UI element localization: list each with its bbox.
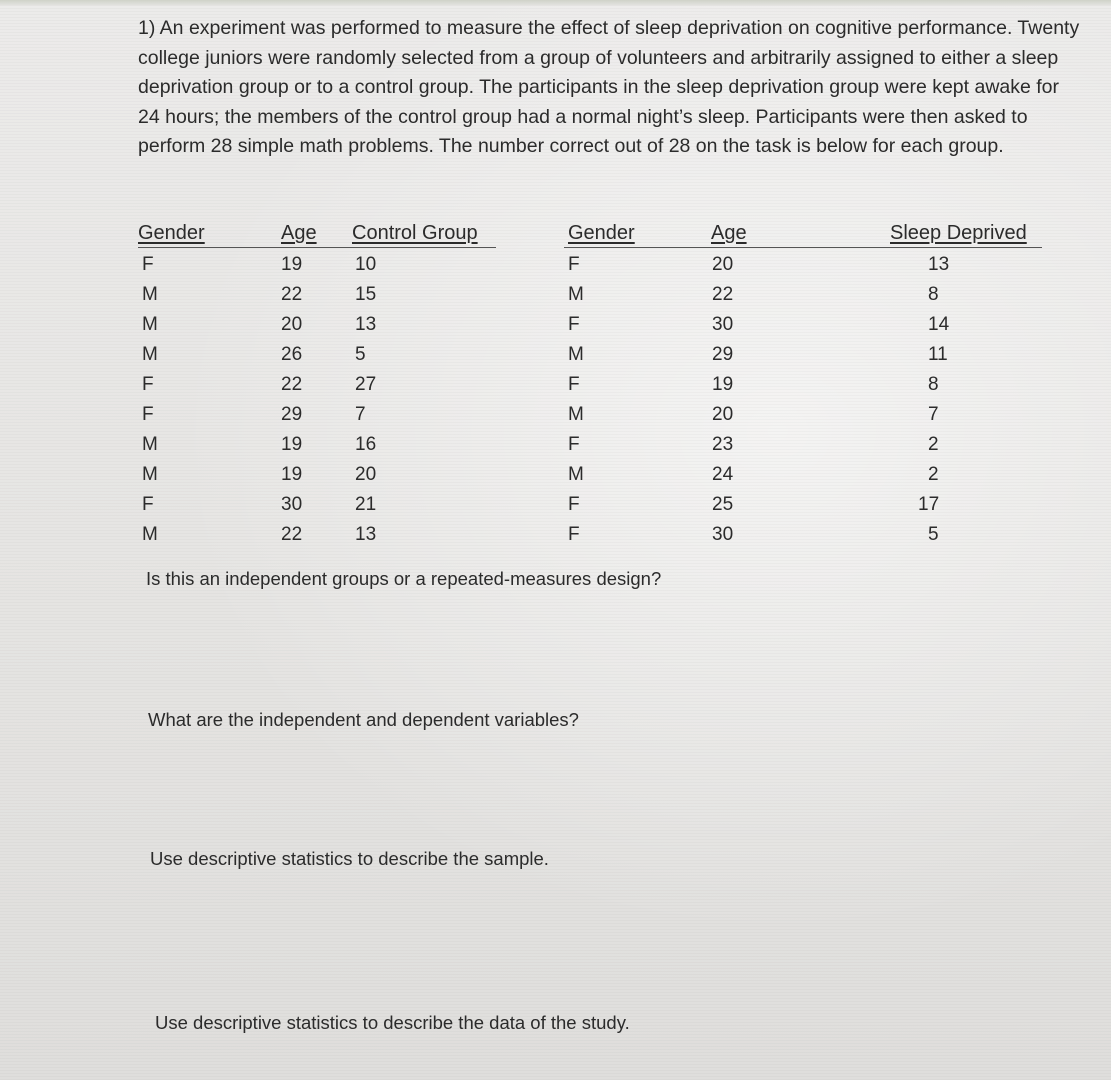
gender-deprived: M — [568, 344, 584, 365]
score-control: 16 — [355, 434, 377, 455]
score-control: 13 — [355, 314, 377, 335]
header-sleep-deprived: Sleep Deprived — [890, 222, 1027, 244]
score-deprived: 8 — [928, 374, 939, 395]
gender-control: M — [142, 314, 158, 335]
gender-deprived: F — [568, 524, 580, 545]
gender-control: M — [142, 464, 158, 485]
age-control: 19 — [281, 434, 303, 455]
data-table — [138, 222, 1043, 552]
age-control: 20 — [281, 314, 303, 335]
age-control: 22 — [281, 524, 303, 545]
score-deprived: 17 — [918, 494, 940, 515]
age-control: 26 — [281, 344, 303, 365]
age-deprived: 20 — [712, 404, 734, 425]
header-gender-control: Gender — [138, 222, 205, 244]
header-control-group: Control Group — [352, 222, 478, 244]
header-age-deprived: Age — [711, 222, 747, 244]
problem-intro: 1) An experiment was performed to measure the effect of sleep deprivation on cognitive performance. Twenty college juniors were randomly selected from a group of volunteers and arbitrarily assigned to either a sleep deprivation group or to a control group. The participants in the sleep deprivation group were kept awake for 24 hours; the members of the control group had a normal night’s sleep. Participants were then asked to perform 28 simple math problems. The number correct out of 28 on the task is below for each group. — [138, 17, 1080, 157]
age-control: 19 — [281, 254, 303, 275]
score-deprived: 14 — [928, 314, 950, 335]
score-deprived: 2 — [928, 464, 939, 485]
header-rule-control — [138, 247, 496, 248]
gender-control: M — [142, 434, 158, 455]
score-deprived: 7 — [928, 404, 939, 425]
age-control: 19 — [281, 464, 303, 485]
age-deprived: 22 — [712, 284, 734, 305]
score-deprived: 5 — [928, 524, 939, 545]
gender-control: M — [142, 524, 158, 545]
score-control: 5 — [355, 344, 366, 365]
header-age-control: Age — [281, 222, 317, 244]
score-control: 15 — [355, 284, 377, 305]
age-deprived: 23 — [712, 434, 734, 455]
score-deprived: 2 — [928, 434, 939, 455]
score-control: 13 — [355, 524, 377, 545]
gender-control: M — [142, 284, 158, 305]
score-control: 27 — [355, 374, 377, 395]
score-control: 7 — [355, 404, 366, 425]
score-deprived: 11 — [928, 344, 948, 365]
score-control: 20 — [355, 464, 377, 485]
score-control: 10 — [355, 254, 377, 275]
age-deprived: 19 — [712, 374, 734, 395]
age-deprived: 20 — [712, 254, 734, 275]
age-deprived: 24 — [712, 464, 734, 485]
age-control: 29 — [281, 404, 303, 425]
header-gender-deprived: Gender — [568, 222, 635, 244]
age-deprived: 29 — [712, 344, 734, 365]
question-variables: What are the independent and dependent variables? — [148, 709, 579, 730]
gender-control: F — [142, 374, 154, 395]
gender-control: F — [142, 254, 154, 275]
gender-deprived: F — [568, 494, 580, 515]
question-describe-data: Use descriptive statistics to describe the data of the study. — [155, 1012, 630, 1033]
score-deprived: 8 — [928, 284, 939, 305]
question-describe-sample: Use descriptive statistics to describe the sample. — [150, 848, 549, 869]
gender-control: F — [142, 494, 154, 515]
screen-top-edge — [0, 0, 1111, 6]
header-rule-deprived — [564, 247, 1042, 248]
gender-deprived: M — [568, 404, 584, 425]
gender-control: M — [142, 344, 158, 365]
gender-deprived: M — [568, 464, 584, 485]
gender-deprived: F — [568, 314, 580, 335]
score-deprived: 13 — [928, 254, 950, 275]
gender-deprived: F — [568, 254, 580, 275]
age-control: 22 — [281, 374, 303, 395]
age-deprived: 25 — [712, 494, 734, 515]
age-deprived: 30 — [712, 314, 734, 335]
gender-deprived: F — [568, 374, 580, 395]
age-deprived: 30 — [712, 524, 734, 545]
gender-deprived: M — [568, 284, 584, 305]
score-control: 21 — [355, 494, 377, 515]
age-control: 22 — [281, 284, 303, 305]
question-design-type: Is this an independent groups or a repeated-measures design? — [146, 568, 662, 589]
gender-control: F — [142, 404, 154, 425]
age-control: 30 — [281, 494, 303, 515]
gender-deprived: F — [568, 434, 580, 455]
